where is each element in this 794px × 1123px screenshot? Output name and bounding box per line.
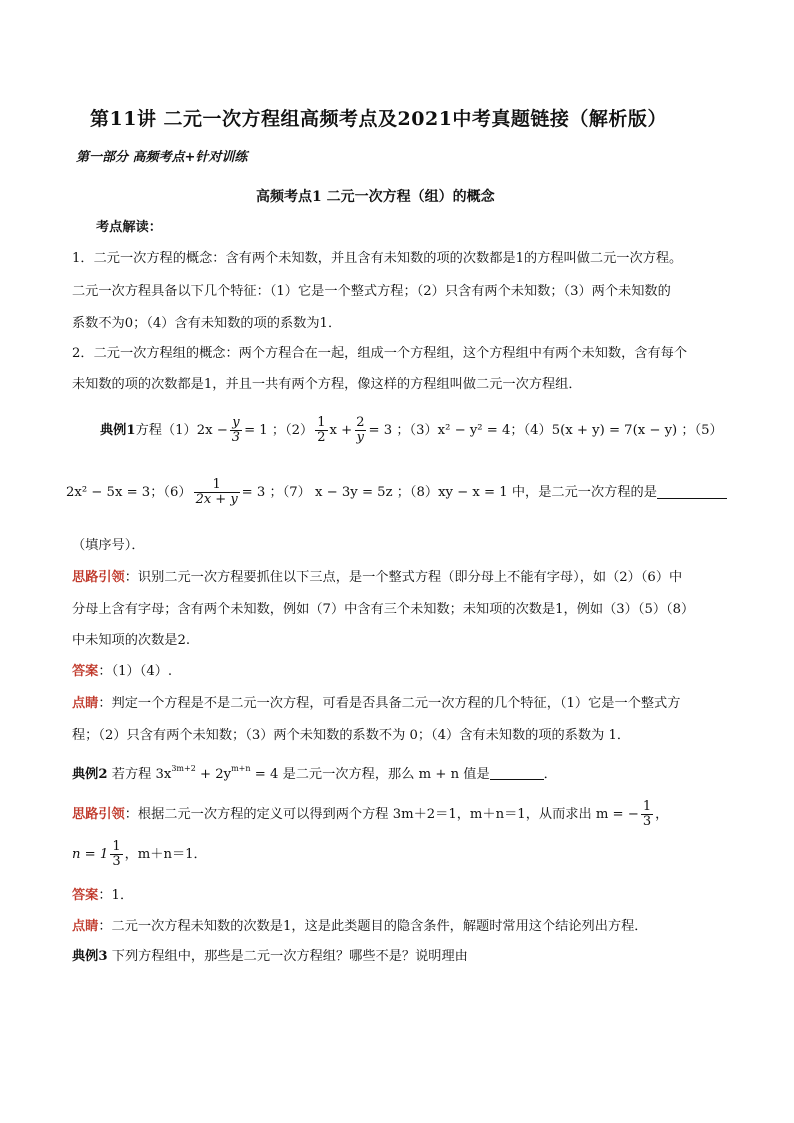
hint-2-line-1 xyxy=(72,800,668,828)
hint-text: ：根据二元一次方程的定义可以得到两个方程 3m＋2＝1，m＋n＝1，从而求出 m = − xyxy=(124,806,639,822)
hint-2-line-2 xyxy=(72,840,207,868)
example-1-line-2 xyxy=(66,478,727,506)
example-1-line-1 xyxy=(100,416,723,444)
example-3 xyxy=(72,950,468,963)
ex1-text-1: 方程（1）2x − xyxy=(135,422,228,438)
ex1-text-7: （填序号）． xyxy=(72,538,145,553)
hint-1-line-1 xyxy=(72,571,682,584)
comment-text: ：判定一个方程是不是二元一次方程，可看是否具备二元一次方程的几个特征，（1）它是一个整式方 xyxy=(98,696,681,711)
exponent-1: 3m+2 xyxy=(171,764,196,773)
fraction-1-over-2x-plus-y xyxy=(194,478,240,506)
ex1-text-2: = 1 ；（2） xyxy=(244,422,314,438)
fraction-denominator: 3 xyxy=(642,813,652,829)
comment-2 xyxy=(72,920,647,933)
para-3: 系数不为0；（4）含有未知数的项的系数为1． xyxy=(72,316,342,331)
fraction-numerator: 1 xyxy=(317,415,326,430)
example-3-label: 典例3 xyxy=(72,949,108,964)
ex2-text-4: ． xyxy=(543,767,557,782)
hint-1-line-3: 中未知项的次数是2. xyxy=(72,633,191,648)
hint-label: 思路引领 xyxy=(72,806,125,822)
para-1: 1．二元一次方程的概念：含有两个未知数，并且含有未知数的项的次数都是1的方程叫做二元一次方程。 xyxy=(72,251,683,266)
kaodian-label: 考点解读： xyxy=(96,220,162,235)
part-heading: 第一部分 高频考点+针对训练 xyxy=(76,150,248,165)
hint-text: n = 1 xyxy=(72,846,109,862)
ex2-text-2: + 2y xyxy=(195,767,232,782)
fraction-y-over-3 xyxy=(230,416,242,444)
para-5: 未知数的项的次数都是1，并且一共有两个方程，像这样的方程组叫做二元一次方程组． xyxy=(72,377,582,392)
fraction-2-over-y xyxy=(354,416,366,444)
comment-label: 点睛 xyxy=(72,696,99,711)
fraction-numerator: y xyxy=(232,415,240,430)
ex1-text-5: 2x² − 5x = 3；（6） xyxy=(66,484,192,500)
hint-text: ：识别二元一次方程要抓住以下三点，是一个整式方程（即分母上不能有字母），如（2）（6）中 xyxy=(124,570,683,585)
example-3-text: 下列方程组中，那些是二元一次方程组？哪些不是？说明理由 xyxy=(107,949,468,964)
exponent-2: m+n xyxy=(231,764,251,773)
comment-1-line-2: 程；（2）只含有两个未知数；（3）两个未知数的系数不为 0；（4）含有未知数的项的系数为 1． xyxy=(72,728,631,743)
page-title: 第11讲 二元一次方程组高频考点及2021中考真题链接（解析版） xyxy=(90,108,667,130)
fraction-numerator: 1 xyxy=(212,477,221,492)
fraction-denominator: y xyxy=(356,429,365,445)
answer-text: ：1． xyxy=(98,888,134,903)
ex1-text-3: x + xyxy=(329,422,353,438)
fraction-numerator: 1 xyxy=(112,839,121,854)
fraction-denominator: 3 xyxy=(112,853,121,869)
fraction-1-over-3 xyxy=(641,800,653,828)
example-2 xyxy=(72,765,557,781)
comment-label: 点睛 xyxy=(72,919,99,934)
hint-text-tail: ，m＋n＝1． xyxy=(124,846,207,862)
para-4: 2．二元一次方程组的概念：两个方程合在一起，组成一个方程组，这个方程组中有两个未知数，含有每个 xyxy=(72,346,688,361)
answer-label: 答案 xyxy=(72,888,99,903)
answer-1 xyxy=(72,665,172,678)
answer-blank xyxy=(490,767,544,780)
fraction-1-over-3 xyxy=(110,840,122,868)
comment-1-line-1 xyxy=(72,697,680,710)
example-1-label: 典例1 xyxy=(100,422,136,438)
answer-2 xyxy=(72,889,133,902)
ex2-text-3: = 4 是二元一次方程，那么 m + n 值是 xyxy=(250,767,490,782)
answer-label: 答案 xyxy=(72,664,99,679)
section-heading: 高频考点1 二元一次方程（组）的概念 xyxy=(256,189,495,205)
example-2-label: 典例2 xyxy=(72,767,108,782)
comment-text: ：二元一次方程未知数的次数是1，这是此类题目的隐含条件，解题时常用这个结论列出方程． xyxy=(98,919,648,934)
hint-text-tail: ， xyxy=(655,806,669,822)
fraction-denominator: 2 xyxy=(317,429,326,445)
fraction-denominator: 2x + y xyxy=(195,491,238,507)
ex1-text-4: = 3 ；（3）x² − y² = 4；（4）5(x + y) = 7(x − y) ；（5） xyxy=(368,422,723,438)
para-2: 二元一次方程具备以下几个特征：（1）它是一个整式方程；（2）只含有两个未知数；（3）两个未知数的 xyxy=(72,284,671,299)
ex2-text-1: 若方程 3x xyxy=(107,767,172,782)
ex1-text-6: = 3 ；（7） x − 3y = 5z ；（8）xy − x = 1 中，是二元一次方程的是 xyxy=(241,484,657,500)
hint-1-line-2: 分母上含有字母；含有两个未知数，例如（7）中含有三个未知数；未知项的次数是1，例如（3）（5）（8） xyxy=(72,602,695,617)
hint-label: 思路引领 xyxy=(72,570,125,585)
fraction-numerator: 1 xyxy=(642,799,652,814)
answer-blank xyxy=(657,486,727,499)
fraction-numerator: 2 xyxy=(356,415,365,430)
fraction-denominator: 3 xyxy=(231,429,241,445)
fraction-1-over-2 xyxy=(315,416,327,444)
answer-text: ：（1）（4）. xyxy=(98,664,173,679)
